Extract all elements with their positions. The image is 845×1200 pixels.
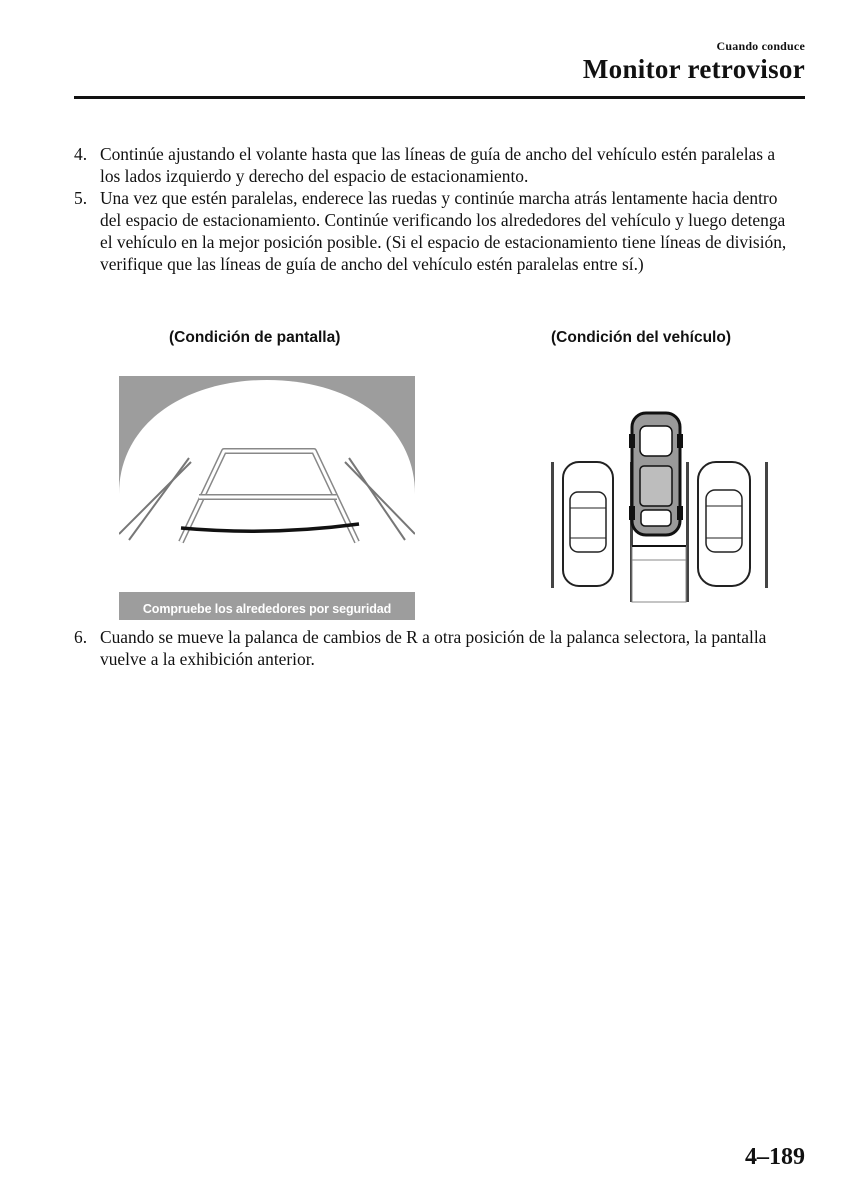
vehicle-figure [546, 410, 768, 610]
rear-camera-screen-illustration [119, 376, 415, 620]
step-5 [74, 187, 794, 275]
step-number: 6. [74, 627, 88, 647]
step-number: 5. [74, 188, 88, 208]
step-4 [74, 143, 794, 187]
step-text: Una vez que estén paralelas, enderece las ruedas y continúe marcha atrás lentamente hacia dentro del espacio de estacionamiento. Continúe verificando los alrededores del vehículo y luego detenga el vehículo en la mejor posición posible. (Si el espacio de estacionamiento tiene líneas de división, verifique que las líneas de guía de ancho del vehículo estén paralelas entre sí.) [100, 188, 787, 274]
step-number: 4. [74, 144, 88, 164]
right-car [698, 462, 750, 586]
page-number: 4–189 [745, 1144, 805, 1170]
screen-figure [119, 376, 415, 620]
step-text: Continúe ajustando el volante hasta que las líneas de guía de ancho del vehículo estén paralelas a los lados izquierdo y derecho del espacio de estacionamiento. [100, 144, 776, 186]
step-6 [74, 626, 794, 670]
header-rule [74, 96, 805, 99]
page-title: Monitor retrovisor [582, 54, 805, 84]
section-label: Cuando conduce [716, 39, 805, 53]
screen-warning-text: Compruebe los alrededores por seguridad [142, 602, 392, 616]
parking-vehicles-illustration [546, 410, 768, 610]
left-car [563, 462, 613, 586]
ego-car [629, 413, 683, 535]
screen-caption: (Condición de pantalla) [169, 329, 341, 346]
vehicle-caption: (Condición del vehículo) [551, 329, 731, 346]
step-text: Cuando se mueve la palanca de cambios de R a otra posición de la palanca selectora, la pantalla vuelve a la exhibición anterior. [100, 627, 767, 669]
